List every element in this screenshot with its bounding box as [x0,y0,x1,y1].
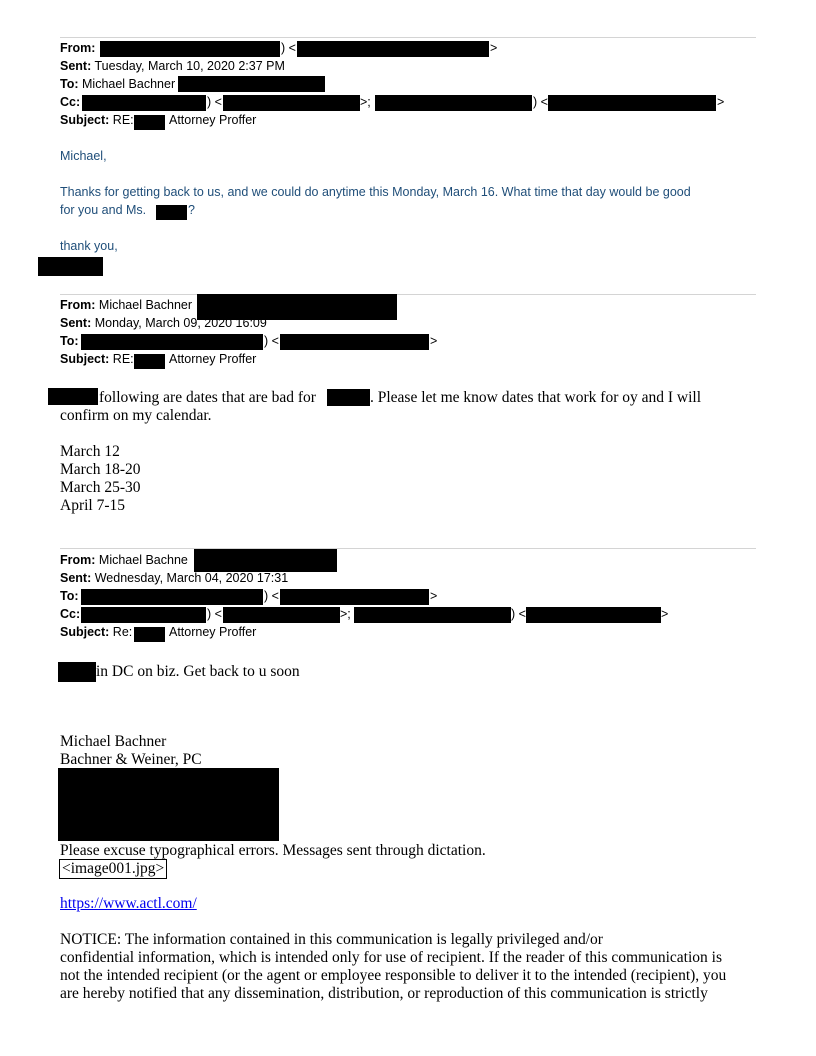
email1-cc-paren2: ) < [533,95,548,109]
date-item: March 18-20 [60,461,141,478]
redaction [100,41,280,57]
redaction [354,607,511,623]
email2-subject-prefix: RE: [112,352,134,366]
subject-label: Subject: [60,352,110,366]
email1-subject-value: Attorney Proffer [169,113,257,127]
cc-label: Cc: [60,95,81,109]
email2-body-line: confirm on my calendar. [60,407,212,424]
date-item: March 25-30 [60,479,141,496]
redaction [58,662,96,682]
redaction [156,205,187,220]
email3-to-paren: ) < [264,589,279,603]
email1-separator [60,37,756,38]
email1-subject-prefix: RE: [112,113,134,127]
email1-sent-line [60,59,285,73]
email1-cc-line [60,95,80,109]
legal-notice-line: not the intended recipient (or the agent or employee responsible to deliver it to the intended (recipient), you [60,967,727,984]
signature-firm: Bachner & Weiner, PC [60,751,202,768]
legal-notice-line: are hereby notified that any dissemination, distribution, or reproduction of this communication is strictly [60,985,708,1002]
redaction [134,354,165,369]
email2-sent-line [60,316,267,330]
legal-notice-line: confidential information, which is intended only for use of recipient. If the reader of this communication is [60,949,723,966]
email1-body-line: for you and Ms. [60,203,147,217]
redaction [178,76,325,92]
redaction [81,607,206,623]
image-attachment-placeholder: <image001.jpg> [59,859,167,879]
email1-from-line [60,41,95,55]
redaction [58,768,279,841]
email3-cc-paren: ) < [207,607,222,621]
from-label: From: [60,41,96,55]
email1-body-line: Thanks for getting back to us, and we could do anytime this Monday, March 16. What time that day would be good [60,185,691,199]
email3-separator [60,548,756,549]
date-item: April 7-15 [60,497,126,514]
signature-name: Michael Bachner [60,733,167,750]
email1-body-line-end: ? [188,203,195,217]
redaction [526,607,661,623]
email3-subject-prefix: Re: [112,625,133,639]
from-label: From: [60,298,96,312]
redaction [223,607,340,623]
email3-cc-line [60,607,80,621]
email3-to-end: > [430,589,438,603]
website-link[interactable]: https://www.actl.com/ [60,895,197,912]
email1-subject-line [60,113,134,127]
sent-label: Sent: [60,316,92,330]
redaction [38,257,103,276]
redaction [223,95,360,111]
email2-from-value: Michael Bachner [98,298,193,312]
redaction [280,589,429,605]
subject-label: Subject: [60,113,110,127]
redaction [375,95,532,111]
email3-cc-sep: >; [340,607,351,621]
redaction [280,334,429,350]
redaction [82,95,206,111]
redaction [327,389,370,406]
redaction [194,549,337,572]
email2-to-end: > [430,334,438,348]
email1-from-paren: ) < [281,41,296,55]
to-label: To: [60,334,79,348]
email2-separator [60,294,756,295]
email1-greeting: Michael, [60,149,107,163]
redaction [548,95,716,111]
redaction [134,115,165,130]
subject-label: Subject: [60,625,110,639]
legal-notice-line: NOTICE: The information contained in this communication is legally privileged and/or [60,931,603,948]
email1-cc-end: > [717,95,725,109]
redaction [134,627,165,642]
redaction [297,41,489,57]
email3-sent-value: Wednesday, March 04, 2020 17:31 [94,571,289,585]
redaction [81,589,263,605]
email3-cc-end: > [661,607,669,621]
email1-sent-value: Tuesday, March 10, 2020 2:37 PM [94,59,285,73]
sent-label: Sent: [60,59,92,73]
email1-cc-sep: >; [360,95,371,109]
email1-cc-paren: ) < [207,95,222,109]
email1-to-value: Michael Bachner [82,77,176,91]
email3-cc-paren2: ) < [511,607,526,621]
email2-to-paren: ) < [264,334,279,348]
email2-body-line-end: . Please let me know dates that work for oy and I will [370,389,702,406]
website-link-line [60,895,197,913]
email2-from-line [60,298,192,312]
email2-subject-value: Attorney Proffer [169,352,257,366]
cc-label: Cc: [60,607,81,621]
sent-label: Sent: [60,571,92,585]
date-item: March 12 [60,443,120,460]
dictation-notice: Please excuse typographical errors. Messages sent through dictation. [60,842,486,859]
email3-subject-value: Attorney Proffer [169,625,257,639]
email1-from-end: > [490,41,498,55]
email3-from-line [60,553,188,567]
email1-signoff: thank you, [60,239,118,253]
email1-to-line [60,77,175,91]
email3-subject-line [60,625,132,639]
to-label: To: [60,589,79,603]
email2-sent-value: Monday, March 09, 2020 16:09 [94,316,267,330]
email2-body-line: following are dates that are bad for [99,389,316,406]
from-label: From: [60,553,96,567]
email2-to-line [60,334,79,348]
email3-to-line [60,589,79,603]
email3-sent-line [60,571,288,585]
email3-body: in DC on biz. Get back to u soon [96,663,300,680]
redaction [81,334,263,350]
email3-from-value: Michael Bachne [98,553,188,567]
email2-subject-line [60,352,134,366]
redaction [48,388,98,405]
to-label: To: [60,77,79,91]
